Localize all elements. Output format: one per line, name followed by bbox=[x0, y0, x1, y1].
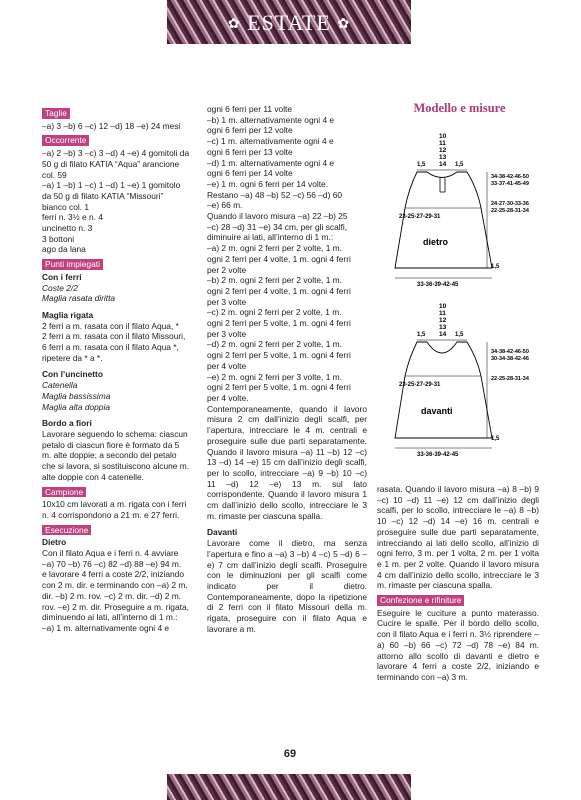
shoulder-label: 1,5 bbox=[417, 162, 426, 168]
text-line: Quando il lavoro misura –a) 22 –b) 25 bbox=[207, 211, 348, 222]
text-line: 2 ferri a m. rasata con il filato Aqua, * bbox=[42, 320, 179, 331]
text-line: n. 4 corrispondono a 21 m. e 27 ferri. bbox=[42, 509, 180, 520]
shoulder-label: 1,5 bbox=[455, 162, 464, 168]
taglie-text: –a) 3 –b) 6 –c) 12 –d) 18 –e) 24 mesi bbox=[42, 120, 181, 131]
neck-size: 14 bbox=[439, 161, 447, 168]
text-line: m. alte doppie; a secondo del petalo bbox=[42, 450, 177, 461]
stitch-name: Maglia rasata diritta bbox=[42, 293, 116, 304]
subheading-dietro: Dietro bbox=[42, 537, 67, 548]
text-line: rov. –e) 2 m. dir. Proseguire a m. rigata, bbox=[42, 601, 189, 612]
measure-label: 24-27-30-33-36 bbox=[491, 201, 529, 207]
neck-size: 11 bbox=[439, 310, 446, 317]
text-line: con 2 m. dir. e terminando con –a) 2 m. bbox=[42, 580, 188, 591]
neck-size: 12 bbox=[439, 317, 447, 324]
text-line: ogni 6 ferri per 14 volte bbox=[207, 168, 293, 179]
text-line: –a) 1 m. alternativamente ogni 4 e bbox=[42, 622, 170, 633]
occ-line: –a) 2 –b) 3 –c) 3 –d) 4 –e) 4 gomitoli da bbox=[42, 148, 190, 159]
occ-line: uncinetto n. 3 bbox=[42, 223, 93, 234]
paragraph-davanti: Lavorare come il dietro, ma senza l’apertura e fino a –a) 3 –b) 4 –c) 5 –d) 6 –e) 7 cm dall’inizio degli scalfi. Proseguire con le diminuzioni per gli scalfi come indicato per il dietro. Contemporaneamente, dopo la ripetizione di 2 ferri con il filato Missouri della m. rigata, proseguire con il filato Aqua e lavorare a m. bbox=[207, 538, 367, 634]
text-line: dir. –b) 2 m. rov. –c) 2 m. dir. –d) 2 m. bbox=[42, 590, 182, 601]
subheading-maglia-rigata: Maglia rigata bbox=[42, 309, 94, 320]
occ-line: bianco col. 1 bbox=[42, 201, 90, 212]
column-1 bbox=[42, 104, 202, 634]
text-line: diminuire ai lati, all’interno di 1 m.: bbox=[207, 232, 334, 243]
text-line: –c) 28 –d) 31 –e) 34 cm, per gli scalfi, bbox=[207, 221, 348, 232]
subheading-bordo: Bordo a fiori bbox=[42, 418, 92, 429]
text-line: ogni 2 ferri per 5 volte, 1 m. ogni 4 ferri bbox=[207, 350, 351, 361]
column-2 bbox=[207, 104, 367, 634]
text-line: per 4 volte. bbox=[207, 392, 249, 403]
section-header-esecuzione: Esecuzione bbox=[42, 525, 91, 536]
text-line: ogni 2 ferri per 4 volte, 1 m. ogni 4 ferri bbox=[207, 253, 351, 264]
text-line: ogni 2 ferri per 5 volte, 1 m. ogni 4 ferri bbox=[207, 318, 351, 329]
subheading-davanti: Davanti bbox=[207, 527, 238, 538]
measure-label: 22-25-28-31-34 bbox=[491, 208, 529, 214]
text-line: –e) 2 m. ogni 2 ferri per 3 volte, 1 m. bbox=[207, 371, 342, 382]
text-line: –a) 2 m. ogni 2 ferri per 2 volte, 1 m. bbox=[207, 243, 342, 254]
occ-line: col. 59 bbox=[42, 169, 67, 180]
banner-title: ESTATE bbox=[247, 10, 331, 35]
stitch-name: Coste 2/2 bbox=[42, 282, 78, 293]
neck-size: 14 bbox=[439, 331, 447, 338]
schematic-dietro bbox=[377, 128, 542, 288]
piece-label-davanti: davanti bbox=[421, 406, 453, 416]
neck-size: 11 bbox=[439, 140, 446, 147]
width-mid: 23-25-27-29-31 bbox=[399, 214, 441, 220]
schematic-davanti bbox=[377, 298, 542, 463]
neck-size: 13 bbox=[439, 154, 447, 161]
text-line: –b) 2 m. ogni 2 ferri per 2 volte, 1 m. bbox=[207, 275, 342, 286]
text-line: per 4 volte bbox=[207, 360, 247, 371]
measure-label: 30-34-38-42-46 bbox=[491, 356, 529, 362]
width-mid: 23-25-27-29-31 bbox=[399, 382, 441, 388]
measure-label: 22-25-28-31-34 bbox=[491, 376, 529, 382]
width-bottom: 33-36-39-42-45 bbox=[417, 452, 459, 458]
section-header-occorrente: Occorrente bbox=[42, 135, 89, 146]
flower-icon: ✿ bbox=[337, 16, 351, 32]
text-line: 10x10 cm lavorati a m. rigata con i ferri bbox=[42, 499, 187, 510]
text-line: ogni 6 ferri per 13 volte bbox=[207, 146, 293, 157]
text-line: –c) 1 m. alternativamente ogni 4 e bbox=[207, 136, 334, 147]
width-bottom: 33-36-39-42-45 bbox=[417, 282, 459, 288]
paragraph-confezione: Eseguire le cuciture a punto materasso. Cucire le spalle. Per il bordo dello scollo, con il filato Aqua e i ferri n. 3½ riprendere –a) 60 –b) 66 –c) 72 –d) 78 –e) 84 m. attorno allo scollo di davanti e dietro e lavorare 4 ferri a coste 2/2, iniziando e terminando con –a) 3 m. bbox=[377, 607, 539, 682]
subheading-uncinetto: Con l’uncinetto bbox=[42, 369, 103, 380]
section-header-campione: Campione bbox=[42, 487, 86, 498]
shoulder-label: 1,5 bbox=[455, 332, 464, 338]
occ-line: 3 bottoni bbox=[42, 233, 75, 244]
column-3-text bbox=[377, 484, 539, 683]
stitch-name: Maglia bassissima bbox=[42, 390, 111, 401]
occ-line: ferri n. 3½ e n. 4 bbox=[42, 212, 103, 223]
occ-line: da 50 g di filato KATIA “Missouri” bbox=[42, 190, 164, 201]
paragraph-davanti-cont: rasata. Quando il lavoro misura –a) 8 –b) 9 –c) 10 –d) 11 –e) 12 cm dall’inizio degli scalfi, per lo scollo, intrecciare le –a) 8 –b) 10 –c) 12 –d) 14 –e) 16 m. centrali e proseguire sulle due parti separatamente, intrecciando ai lati dello scollo, all’inizio di ogni ferro, 3 m. per 1 volta, 2 m. per 1 volta e 1 m. per 2 volte. Quando il lavoro misura 4 cm dall’inizio dello scollo, intrecciare le 3 m. rimaste per ciascuna spalla. bbox=[377, 484, 539, 591]
text-line: 2 ferri a m. rasata con il filato Missouri, bbox=[42, 331, 186, 342]
text-line: 6 ferri a m. rasata con il filato Aqua *, bbox=[42, 342, 179, 353]
text-line: petalo di ciascun fiore è formato da 5 bbox=[42, 439, 180, 450]
paragraph-contemporaneamente: Contemporaneamente, quando il lavoro misura 2 cm dall’inizio degli scalfi, per l’apertura, intrecciare le 4 m. centrali e proseguire sulle due parti separatamente. Quando il lavoro misura –a) 11 –b) 12 –c) 13 –d) 14 –e) 15 cm dall’inizio degli scalfi, per lo scollo, intrecciare –a) 9 –b) 10 –c) 11 –d) 12 –e) 13 m. sul lato corrispondente. Quando il lavoro misura 1 cm dall’inizio dello scollo, intrecciare le 3 m. rimaste per ciascuna spalla. bbox=[207, 403, 367, 521]
rib-label: 1,5 bbox=[491, 436, 500, 442]
text-line: Lavorare seguendo lo schema: ciascun bbox=[42, 428, 188, 439]
text-line: ogni 2 ferri per 5 volte, 1 m. ogni 4 ferri bbox=[207, 382, 351, 393]
watermark: PassionForum.ru bbox=[508, 784, 577, 794]
section-header-punti: Punti impiegati bbox=[42, 259, 103, 270]
text-line: diminuendo ai lati, all’interno di 1 m.: bbox=[42, 612, 178, 623]
subheading-ferri: Con i ferri bbox=[42, 271, 82, 282]
measure-label: 34-38-42-46-50 bbox=[491, 174, 529, 180]
text-line: –a) 70 –b) 76 –c) 82 –d) 88 –e) 94 m. bbox=[42, 558, 182, 569]
knit-footer-band bbox=[167, 774, 411, 800]
neck-size: 10 bbox=[439, 303, 447, 310]
stitch-name: Maglia alta doppia bbox=[42, 401, 110, 412]
text-line: –d) 2 m. ogni 2 ferri per 2 volte, 1 m. bbox=[207, 339, 342, 350]
measure-label: 34-38-42-46-50 bbox=[491, 349, 529, 355]
text-line: ogni 2 ferri per 4 volte, 1 m. ogni 4 ferri bbox=[207, 285, 351, 296]
text-line: e lavorare 4 ferri a coste 2/2, iniziando bbox=[42, 569, 184, 580]
text-line: che si lavora, si sostituiscono alcune m. bbox=[42, 461, 190, 472]
section-header-confezione: Confezione e rifiniture bbox=[377, 595, 464, 606]
stitch-name: Catenella bbox=[42, 380, 78, 391]
section-header-taglie: Taglie bbox=[42, 108, 70, 119]
text-line: per 3 volte bbox=[207, 296, 247, 307]
occ-line: ago da lana bbox=[42, 244, 86, 255]
neck-size: 10 bbox=[439, 133, 447, 140]
neck-size: 12 bbox=[439, 147, 447, 154]
occ-line: –a) 1 –b) 1 –c) 1 –d) 1 –e) 1 gomitolo bbox=[42, 180, 181, 191]
diagram-title: Modello e misure bbox=[413, 101, 506, 115]
text-line: alte doppie con 4 catenelle. bbox=[42, 471, 144, 482]
text-line: –e) 66 m. bbox=[207, 200, 243, 211]
section-banner bbox=[205, 10, 373, 36]
text-line: Restano –a) 48 –b) 52 –c) 56 –d) 60 bbox=[207, 189, 343, 200]
text-line: ogni 6 ferri per 11 volte bbox=[207, 104, 293, 114]
flower-icon: ✿ bbox=[227, 16, 241, 32]
text-line: –e) 1 m. ogni 6 ferri per 14 volte. bbox=[207, 178, 329, 189]
text-line: per 2 volte bbox=[207, 264, 247, 275]
shoulder-label: 1,5 bbox=[417, 332, 426, 338]
page-number: 69 bbox=[283, 748, 297, 760]
text-line: –b) 1 m. alternativamente ogni 4 e bbox=[207, 114, 335, 125]
text-line: per 3 volte bbox=[207, 328, 247, 339]
text-line: ripetere da * a *. bbox=[42, 352, 103, 363]
rib-label: 1,5 bbox=[491, 264, 500, 270]
text-line: ogni 6 ferri per 12 volte bbox=[207, 125, 293, 136]
measure-label: 33-37-41-45-49 bbox=[491, 181, 529, 187]
text-line: Con il filato Aqua e i ferri n. 4 avviare bbox=[42, 548, 179, 559]
piece-label-dietro: dietro bbox=[423, 237, 449, 247]
neck-size: 13 bbox=[439, 324, 447, 331]
occ-line: 50 g di filato KATIA “Aqua” arancione bbox=[42, 158, 180, 169]
text-line: –c) 2 m. ogni 2 ferri per 2 volte, 1 m. bbox=[207, 307, 342, 318]
text-line: –d) 1 m. alternativamente ogni 4 e bbox=[207, 157, 335, 168]
